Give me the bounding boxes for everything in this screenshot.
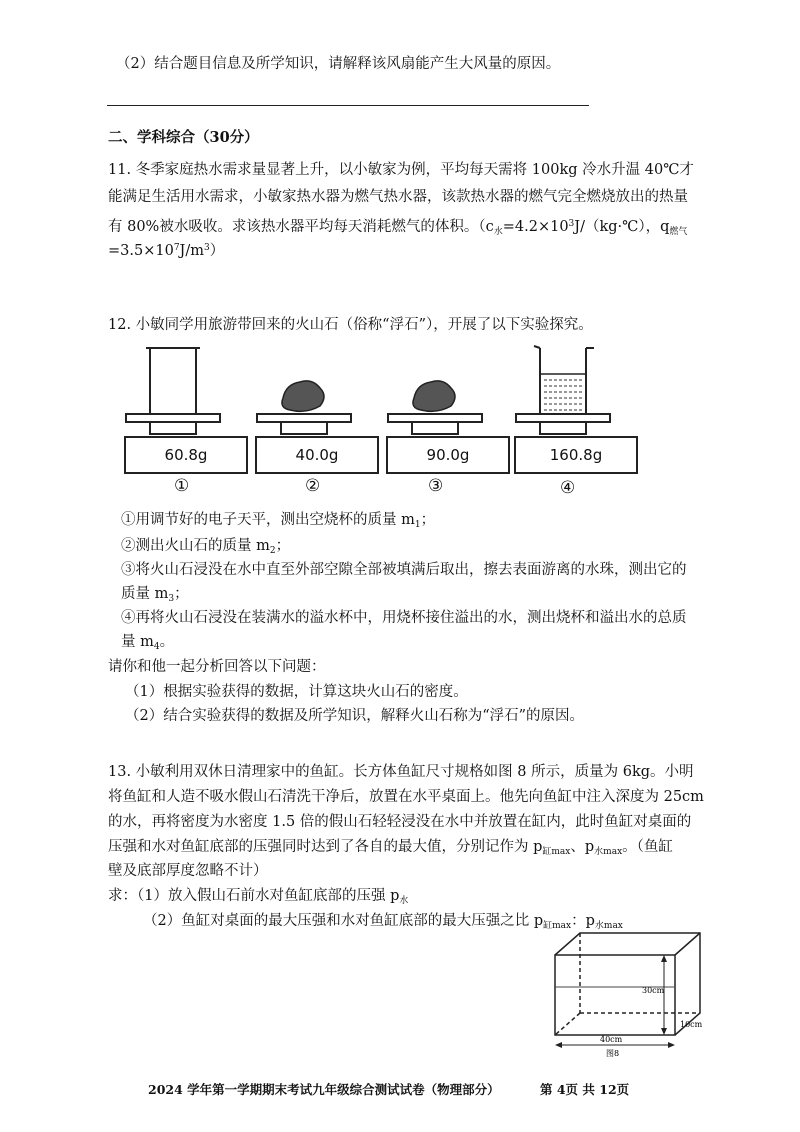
figure-caption: 图8: [606, 1049, 620, 1058]
q11-line1: 11. 冬季家庭热水需求量显著上升，以小敏家为例，平均每天需将 100kg 冷水升温 40℃才: [108, 162, 694, 178]
q12-scales-figure: [0, 340, 800, 500]
q13-line5: 壁及底部厚度忽略不计）: [108, 863, 268, 879]
footer-title: 2024 学年第一学期期末考试九年级综合测试试卷（物理部分）: [148, 1082, 500, 1097]
q13-line3: 的水，再将密度为水密度 1.5 倍的假山石轻轻浸没在水中并放置在缸内，此时鱼缸对桌面的: [108, 814, 692, 830]
scale-marker-2: ②: [305, 476, 321, 496]
section-heading: 二、学科综合（30分）: [108, 129, 259, 146]
scale-pan: [388, 414, 482, 422]
tank-box: [555, 933, 700, 1035]
q11-line2: 能满足生活用水需求，小敏家热水器为燃气热水器，该款热水器的燃气完全燃烧放出的热量: [108, 189, 688, 205]
q12-step3-line1: ③将火山石浸没在水中直至外部空隙全部被填满后取出，擦去表面游离的水珠，测出它的: [121, 562, 687, 578]
scale-readout-4: 160.8g: [514, 436, 638, 474]
q10-part2: （2）结合题目信息及所学知识，请解释该风扇能产生大风量的原因。: [116, 56, 561, 72]
q12-step2: ②测出火山石的质量 $m_2$；: [121, 538, 291, 556]
scale-readout-1: 60.8g: [124, 436, 248, 474]
empty-beaker: [150, 348, 196, 418]
q12-step4-line1: ④再将火山石浸没在装满水的溢水杯中，用烧杯接住溢出的水，测出烧杯和溢出水的总质: [121, 610, 687, 626]
answer-line: [107, 105, 589, 106]
width-label: 40cm: [600, 1035, 623, 1044]
q12-step4-line2: 量 $m_4$。: [121, 634, 175, 652]
volcanic-rock: [282, 381, 324, 411]
q13-line1: 13. 小敏利用双休日清理家中的鱼缸。长方体鱼缸尺寸规格如图 8 所示，质量为 6kg。小明: [108, 764, 694, 780]
scale-marker-4: ④: [560, 478, 576, 498]
scale-marker-3: ③: [428, 476, 444, 496]
q12-part2: （2）结合实验获得的数据及所学知识，解释火山石称为“浮石”的原因。: [125, 708, 585, 724]
scale-readout-2: 40.0g: [255, 436, 379, 474]
scale-2-group: [257, 381, 351, 434]
q12-step3-line2: 质量 $m_3$；: [121, 586, 189, 604]
scale-marker-1: ①: [174, 476, 190, 496]
q13-ask1: 求：（1）放入假山石前水对鱼缸底部的压强 $p_水$: [108, 888, 409, 906]
fish-tank-figure: [540, 925, 720, 1060]
footer-page: 第 4页 共 12页: [540, 1082, 630, 1097]
scale-pan: [126, 414, 220, 422]
q12-step1: ①用调节好的电子天平，测出空烧杯的质量 $m_1$；: [121, 512, 436, 530]
scale-pan: [257, 414, 351, 422]
depth-label: 10cm: [680, 1020, 703, 1029]
q12-part1: （1）根据实验获得的数据，计算这块火山石的密度。: [125, 684, 468, 700]
q13-line2: 将鱼缸和人造不吸水假山石清洗干净后，放置在水平桌面上。他先向鱼缸中注入深度为 25cm: [108, 789, 704, 805]
q13-ask2: （2）鱼缸对桌面的最大压强和水对鱼缸底部的最大压强之比 $p_{缸max}$：$p_{水max}$: [143, 913, 623, 931]
q11-line3: 有 80%被水吸收。求该热水器平均每天消耗燃气的体积。（$c_水=4.2\times 10^3J/(kg\cdot℃)$，$q_{燃气}$: [108, 219, 688, 237]
scale-3-group: [388, 381, 482, 434]
q12-prompt: 请你和他一起分析回答以下问题：: [108, 659, 326, 675]
volcanic-rock: [413, 381, 455, 411]
scale-readout-3: 90.0g: [386, 436, 510, 474]
q13-line4: 压强和水对鱼缸底部的压强同时达到了各自的最大值，分别记作为 $p_{缸max}$、$p_{水max}$。（鱼缸: [108, 839, 673, 857]
height-label: 30cm: [642, 986, 665, 995]
q11-line4: $=3.5\times 10^7J/m^3$）: [108, 243, 225, 259]
scale-pan: [516, 414, 610, 422]
q12-intro: 12. 小敏同学用旅游带回来的火山石（俗称“浮石”），开展了以下实验探究。: [108, 317, 593, 333]
scale-1-group: [126, 348, 220, 434]
scale-4-group: [516, 346, 610, 434]
